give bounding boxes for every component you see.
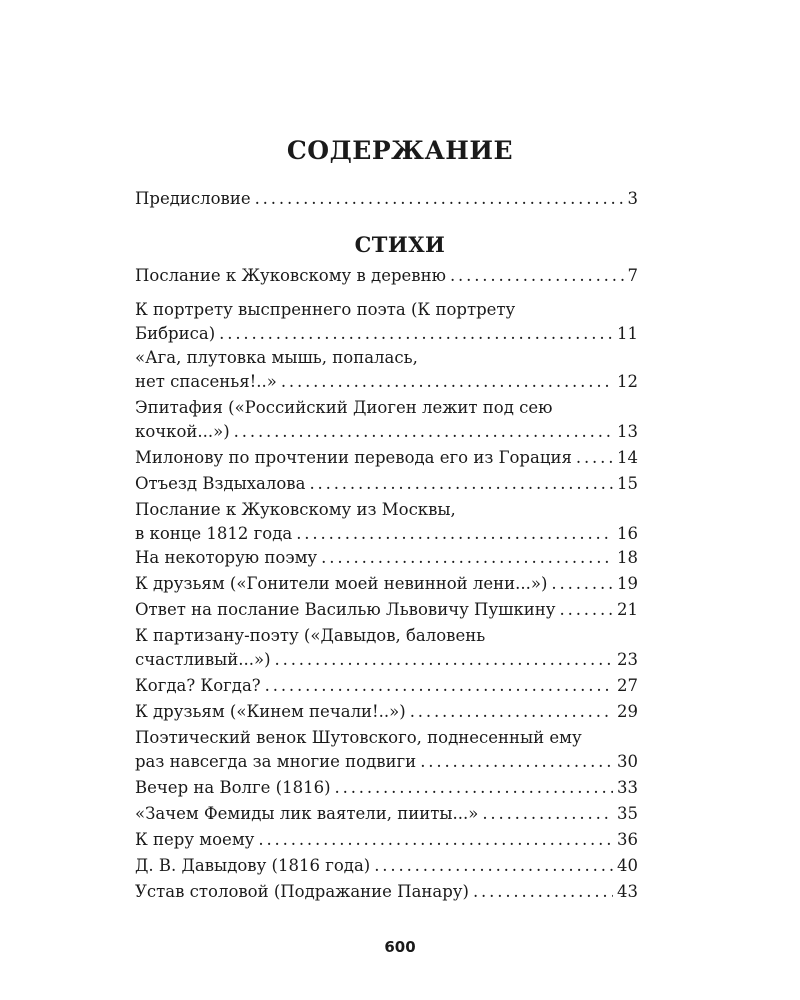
entry-page: 14 [617,448,638,467]
entry-page: 7 [627,266,638,285]
entry-text-line: К партизану-поэту («Давыдов, баловень [135,626,486,645]
entry-text: Когда? Когда? [135,676,261,695]
entry-page: 30 [617,752,638,771]
dot-leader [296,522,613,546]
entry-page: 27 [617,676,638,695]
toc-entry[interactable] [135,880,638,904]
dot-leader [321,546,613,570]
dot-leader [281,370,613,394]
entry-page: 12 [617,372,638,391]
dot-leader [551,572,613,596]
dot-leader [576,446,613,470]
entry-page: 29 [617,702,638,721]
dot-leader [473,880,613,904]
entry-text: счастливый...») [135,650,271,669]
toc-entry-preface[interactable] [135,187,638,211]
toc-entry[interactable] [135,700,638,724]
dot-leader [309,472,613,496]
entry-text: нет спасенья!..» [135,372,277,391]
entry-page: 35 [617,804,638,823]
entry-page: 40 [617,856,638,875]
entry-page: 3 [627,189,638,208]
dot-leader [258,828,613,852]
entry-page: 43 [617,882,638,901]
entry-page: 16 [617,524,638,543]
dot-leader [482,802,613,826]
toc-entry[interactable] [135,598,638,622]
toc-entry[interactable] [135,546,638,570]
toc-entry[interactable] [135,446,638,470]
entry-text: На некоторую поэму [135,548,318,567]
entry-page: 11 [617,324,638,343]
dot-leader [265,674,613,698]
entry-text-line: Послание к Жуковскому из Москвы, [135,500,456,519]
toc-entry[interactable] [135,264,638,288]
entry-text: Ответ на послание Василью Львовичу Пушкину [135,600,556,619]
dot-leader [234,420,613,444]
toc-entry[interactable] [135,298,638,346]
toc-entry[interactable] [135,828,638,852]
entry-text: Предисловие [135,189,251,208]
dot-leader [219,322,613,346]
entry-text: «Зачем Фемиды лик ваятели, пииты...» [135,804,479,823]
entry-text: Вечер на Волге (1816) [135,778,331,797]
toc-entry[interactable] [135,854,638,878]
entry-text: в конце 1812 года [135,524,293,543]
dot-leader [275,648,613,672]
entry-text: Послание к Жуковскому в деревню [135,266,446,285]
entry-page: 21 [617,600,638,619]
contents-title: СОДЕРЖАНИЕ [286,136,514,165]
entry-text-line: «Ага, плутовка мышь, попалась, [135,348,418,367]
dot-leader [335,776,613,800]
dot-leader [410,700,613,724]
entry-text: Милонову по прочтении перевода его из Горация [135,448,572,467]
dot-leader [560,598,613,622]
entry-text: Устав столовой (Подражание Панару) [135,882,469,901]
toc-entry[interactable] [135,674,638,698]
entry-text: К перу моему [135,830,255,849]
section-title: СТИХИ [354,232,446,257]
entry-page: 36 [617,830,638,849]
entry-text: К друзьям («Гонители моей невинной лени...») [135,574,548,593]
toc-entry[interactable] [135,572,638,596]
entry-page: 15 [617,474,638,493]
dot-leader [255,187,624,211]
dot-leader [420,750,613,774]
toc-entry[interactable] [135,776,638,800]
entry-text: кочкой...») [135,422,230,441]
entry-page: 19 [617,574,638,593]
toc-entry[interactable] [135,624,638,672]
toc-entry[interactable] [135,396,638,444]
entry-text: Д. В. Давыдову (1816 года) [135,856,371,875]
toc-entry[interactable] [135,346,638,394]
entry-text: К друзьям («Кинем печали!..») [135,702,406,721]
page-number: 600 [384,938,416,956]
entry-page: 18 [617,548,638,567]
toc-entry[interactable] [135,802,638,826]
entry-page: 33 [617,778,638,797]
entry-text-line: Поэтический венок Шутовского, поднесенный ему [135,728,582,747]
toc-entry[interactable] [135,726,638,774]
toc-entry[interactable] [135,472,638,496]
dot-leader [374,854,613,878]
dot-leader [450,264,624,288]
entry-text-line: К портрету выспреннего поэта (К портрету [135,300,516,319]
entry-text: раз навсегда за многие подвиги [135,752,417,771]
entry-text: Отъезд Вздыхалова [135,474,306,493]
entry-page: 23 [617,650,638,669]
toc-entry[interactable] [135,498,638,546]
entry-page: 13 [617,422,638,441]
entry-text-line: Эпитафия («Российский Диоген лежит под сею [135,398,553,417]
entry-text: Бибриса) [135,324,216,343]
